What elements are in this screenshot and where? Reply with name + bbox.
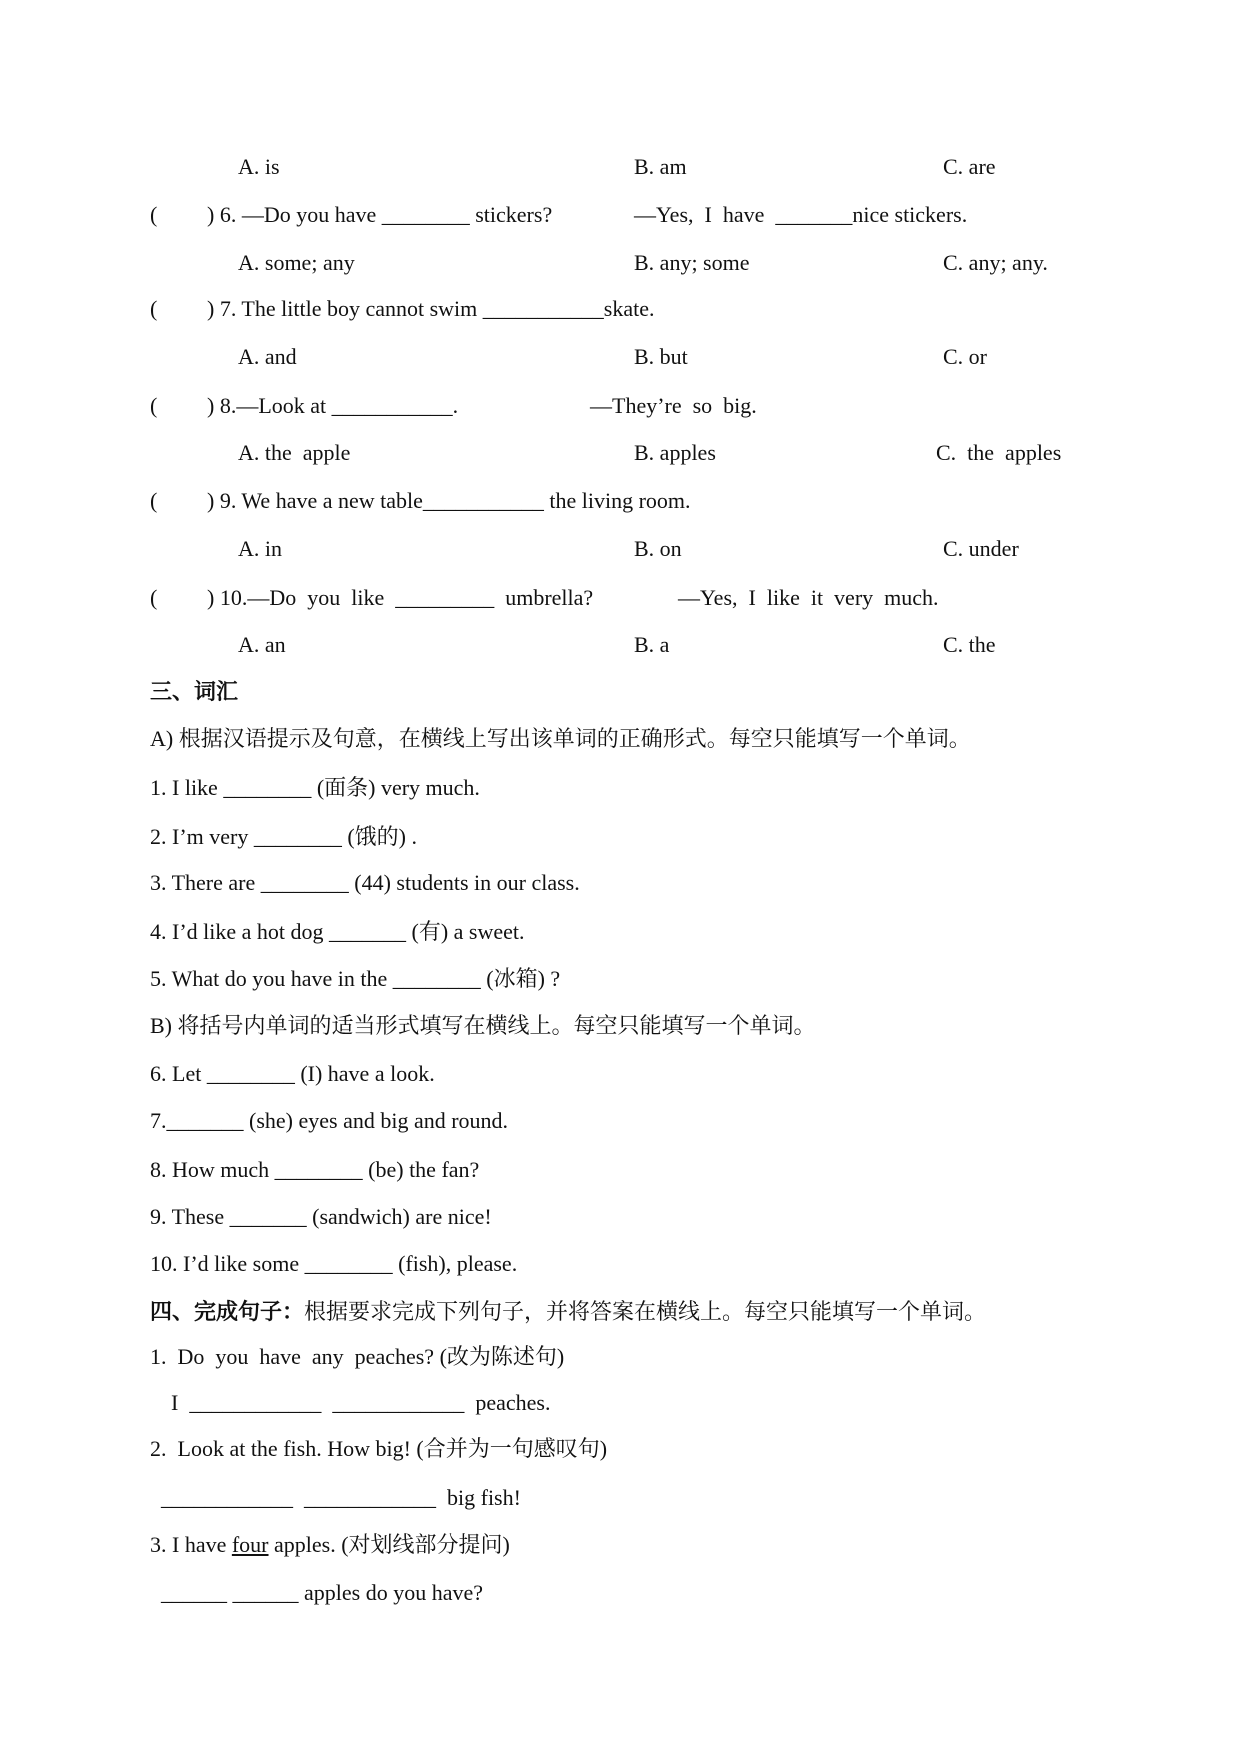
vocab-item-2: 2. I’m very ________ (饿的) . [150,824,418,849]
sentence-item-2: 2. Look at the fish. How big! (合并为一句感叹句) [150,1436,608,1461]
q7-stem: ) 7. The little boy cannot swim ___________skate. [207,296,655,321]
q6-option-c: C. any; any. [943,250,1048,275]
vocab-item-4: 4. I’d like a hot dog _______ (有) a sweet. [150,919,525,944]
q10-answer-paren: ( [150,585,158,610]
q10-option-b: B. a [634,632,670,657]
sentence-answer-1: I ____________ ____________ peaches. [171,1390,551,1415]
q9-option-a: A. in [238,536,282,561]
q6-reply: —Yes, I have _______nice stickers. [634,202,968,227]
section4-instruction: 根据要求完成下列句子，并将答案在横线上。每空只能填写一个单词。 [304,1299,987,1324]
section3-part-a-instruction: A) 根据汉语提示及句意，在横线上写出该单词的正确形式。每空只能填写一个单词。 [150,726,971,751]
vocab-item-6: 6. Let ________ (I) have a look. [150,1061,435,1086]
q8-reply: —They’re so big. [590,393,757,418]
q6-stem: ) 6. —Do you have ________ stickers? [207,202,553,227]
q8-option-c: C. the apples [936,440,1062,465]
section3-part-b-instruction: B) 将括号内单词的适当形式填写在横线上。每空只能填写一个单词。 [150,1013,816,1038]
vocab-item-9: 9. These _______ (sandwich) are nice! [150,1204,492,1229]
q5-option-a: A. is [238,154,280,179]
q8-stem: ) 8.—Look at ___________. [207,393,459,418]
sentence-item-3 [150,1532,510,1558]
vocab-item-8: 8. How much ________ (be) the fan? [150,1157,480,1182]
q9-stem: ) 9. We have a new table___________ the living room. [207,488,691,513]
q6-option-b: B. any; some [634,250,750,275]
q7-option-c: C. or [943,344,987,369]
q10-option-a: A. an [238,632,286,657]
q10-option-c: C. the [943,632,996,657]
section4-title: 四、完成句子： [150,1299,305,1324]
q8-answer-paren: ( [150,393,158,418]
vocab-item-3: 3. There are ________ (44) students in our class. [150,870,580,895]
q5-option-b: B. am [634,154,687,179]
q9-answer-paren: ( [150,488,158,513]
sentence-item-1: 1. Do you have any peaches? (改为陈述句) [150,1344,565,1369]
vocab-item-7: 7._______ (she) eyes and big and round. [150,1108,509,1133]
q9-option-b: B. on [634,536,682,561]
q7-answer-paren: ( [150,296,158,321]
q8-option-a: A. the apple [238,440,351,465]
q10-reply: —Yes, I like it very much. [678,585,939,610]
vocab-item-5: 5. What do you have in the ________ (冰箱) ? [150,966,561,991]
sentence-item-3-post: apples. (对划线部分提问) [268,1532,510,1557]
vocab-item-10: 10. I’d like some ________ (fish), please. [150,1251,518,1276]
sentence-answer-2: ____________ ____________ big fish! [161,1485,521,1510]
vocab-item-1: 1. I like ________ (面条) very much. [150,775,480,800]
sentence-answer-3: ______ ______ apples do you have? [161,1580,483,1605]
q7-option-a: A. and [238,344,297,369]
q6-answer-paren: ( [150,202,158,227]
underlined-word: four [231,1532,269,1557]
q6-option-a: A. some; any [238,250,355,275]
q10-stem: ) 10.—Do you like _________ umbrella? [207,585,594,610]
q7-option-b: B. but [634,344,688,369]
q9-option-c: C. under [943,536,1019,561]
sentence-item-3-pre: 3. I have [150,1532,232,1557]
section3-title: 三、词汇 [150,679,239,704]
section4-header [150,1299,986,1325]
q5-option-c: C. are [943,154,996,179]
q8-option-b: B. apples [634,440,716,465]
